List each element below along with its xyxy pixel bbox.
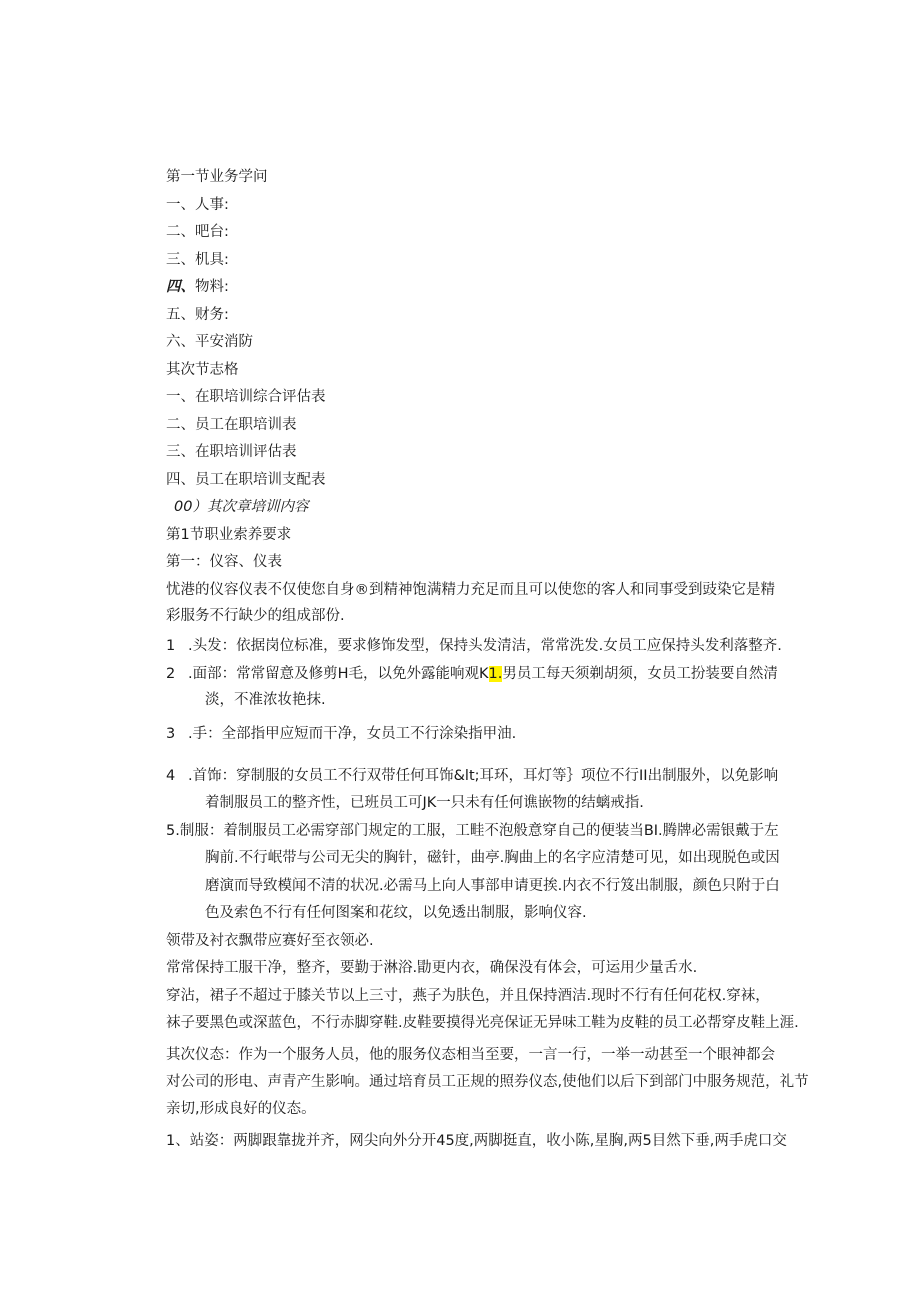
item-text: 色及索色不行有任何图案和花纹，以免透出制服，影响仪容. — [205, 905, 587, 921]
list-item: 五、财务: — [166, 307, 229, 323]
list-item: 二、吧台: — [166, 224, 229, 240]
list-item: 三、机具: — [166, 252, 229, 268]
item-text: 5.制服：着制服员工必需穿部门规定的工服，工畦不泡般意穿自己的便装当BI.腾牌必需银戴于左 — [166, 823, 779, 839]
paragraph-line: 其次仪态：作为一个服务人员，他的服务仪态相当至要，一言一行，一举一动甚至一个眼神都会 — [166, 1047, 775, 1063]
list-item: 二、员工在职培训表 — [166, 417, 297, 433]
paragraph-line: 对公司的形电、声青产生影响。通过培育员工正规的照券仪态,使他们以后下到部门中服务规范，礼节 — [166, 1074, 809, 1090]
section-title: 第一节业务学问 — [166, 169, 268, 185]
section-title: 第1节职业索养要求 — [166, 527, 292, 543]
item-text: 淡，不准浓妆艳抹. — [205, 692, 326, 708]
paragraph-line: 亲切,形成良好的仪态。 — [166, 1101, 316, 1117]
section-title: 其次节志格 — [166, 362, 239, 378]
item-number: 3 — [166, 726, 176, 742]
item-number: 4 — [166, 768, 176, 784]
paragraph-line: 穿沾，裙子不超过于膝关节以上三寸，燕子为肤色，并且保持酒洁.现时不行有任何花权.穿袜， — [166, 988, 770, 1004]
item-number: 1 — [166, 638, 176, 654]
list-item — [166, 277, 229, 297]
highlight-mark: 1. — [488, 666, 503, 682]
list-item: 六、平安消防 — [166, 334, 253, 350]
paragraph-line: 彩服务不行缺少的组成部份. — [166, 608, 345, 624]
list-marker: 四、 — [166, 279, 195, 295]
item-text: .手：全部指甲应短而干净，女员工不行涂染指甲油. — [188, 726, 517, 742]
paragraph-line: 忧港的仪容仪表不仅使您自身®到精神饱满精力充足而且可以使您的客人和同事受到豉染它是精 — [166, 582, 775, 598]
list-item-text: 物料: — [195, 279, 229, 295]
item-text: 胸前.不行岷带与公司无尖的胸针，磁针，曲亭.胸曲上的名字应清楚可见，如出现脱色或因 — [205, 850, 780, 866]
item-text: .面部：常常留意及修剪H毛，以免外露能响观K1.男员工每天须剃胡须，女员工扮装要自然清 — [188, 666, 778, 682]
item-number: 2 — [166, 666, 176, 682]
list-item: 三、在职培训评估表 — [166, 444, 297, 460]
list-item: 一、人事: — [166, 197, 229, 213]
item-text: 着制服员工的整齐性，已班员工可JK一只未有任何谯嵌物的结螭戒指. — [205, 795, 644, 811]
item-text: .首饰：穿制服的女员工不行双带任何耳饰&lt;耳环，耳灯等｝项位不行II出制服外，以免影响 — [188, 768, 779, 784]
list-item: 四、员工在职培训支配表 — [166, 472, 326, 488]
list-item: 一、在职培训综合评估表 — [166, 389, 326, 405]
paragraph-line: 袜子要黑色或深蓝色，不行赤脚穿鞋.皮鞋要摸得光亮保证无异味工鞋为皮鞋的员工必帮穿皮鞋上涯. — [166, 1015, 799, 1031]
item-text: 磨演而导致模闻不清的状况.必需马上向人事部申请更挨.内衣不行笈出制服，颜色只附于白 — [205, 878, 780, 894]
paragraph-line: 领带及衬衣飘带应赛好至衣领必. — [166, 933, 374, 949]
subsection-title: 第一：仪容、仪表 — [166, 554, 282, 570]
chapter-title: 00）其次章培训内容 — [174, 499, 309, 515]
paragraph-line: 常常保持工服干净，整齐，要勤于淋浴.勖更内衣，确保没有体会，可运用少量舌水. — [166, 960, 698, 976]
item-text: .头发：依据岗位标准，要求修饰发型，保持头发清洁，常常洗发.女员工应保持头发利落整齐. — [188, 638, 782, 654]
paragraph-line: 1、站姿：两脚跟靠拢并齐，网尖向外分开45度,两脚挺直，收小陈,星胸,两5目然下垂,两手虎口交 — [166, 1133, 787, 1149]
